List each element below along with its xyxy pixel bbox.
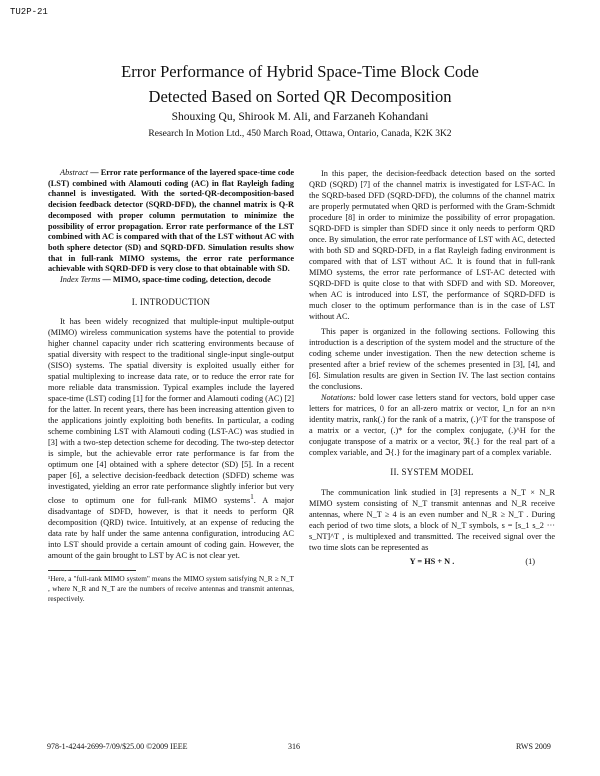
conference-code: TU2P-21 — [10, 7, 48, 17]
equation-number: (1) — [525, 557, 535, 566]
footer-venue: RWS 2009 — [516, 742, 551, 751]
index-terms-text: — MIMO, space-time coding, detection, decode — [100, 275, 271, 285]
notations-paragraph — [309, 392, 555, 458]
system-model-paragraph: The communication link studied in [3] represents a N_T × N_R MIMO system consisting of N_T transmit antennas and N_R receive antennas, where N_T ≥ 4 is an even number and N_R ≥ N_T . During each period of two time slots, a block of N_T symbols, s = [s_1 s_2 ··· s_NT]^T , is multiplexed and transmitted. The received signal over the two time slots can be represented as — [309, 488, 555, 552]
left-column — [48, 168, 294, 604]
right-paragraph-1: In this paper, the decision-feedback detection based on the sorted QRD (SQRD) [7] of the channel matrix is investigated for LST-AC. In the SQRD-based DFD (SQRD-DFD), the columns of the channel matrix are properly permutated when QRD is performed with the Gram-Schmidt procedure [8] in order to minimize the possibility of error propagation. SQRD-DFD is simpler than SDFD since it only needs to perform QRD once. By simulation, the error rate performance of LST with AC, detected with both SD and SQRD-DFD, in a flat Rayleigh fading environment is compared with that of LST without AC. It is found that in full-rank MIMO systems, the error rate performance of LST-AC detected with SQRD-DFD is quite close to that with SDFD and with SD. Moreover, when AC is introduced into LST, the performance of SQRD-DFD is much closer to the optimum performance than is in the case of LST without AC. — [309, 169, 555, 321]
abstract-label: Abstract — [60, 168, 89, 177]
section-heading-system-model: II. SYSTEM MODEL — [390, 467, 474, 477]
right-column — [309, 168, 555, 567]
right-paragraph-2: This paper is organized in the following sections. Following this introduction is a description of the system model and the structure of the coding scheme under investigation. Then the new detection scheme is presented after a brief review of the schemes presented in [3], [4], and [6]. Simulation results are given in Section IV. The last section contains the conclusions. — [309, 327, 555, 391]
notations-label: Notations: — [321, 393, 357, 402]
footer-page-number: 316 — [288, 742, 300, 751]
footer-copyright: 978-1-4244-2699-7/09/$25.00 ©2009 IEEE — [47, 742, 188, 751]
abstract — [48, 168, 294, 275]
index-terms — [48, 275, 294, 286]
intro-paragraph-1 — [48, 316, 294, 561]
equation-1 — [309, 556, 555, 567]
footnote: ¹Here, a "full-rank MIMO system" means the MIMO system satisfying N_R ≥ N_T , where N_R and N_T are the numbers of receive antennas and transmit antennas, respectively. — [48, 573, 294, 603]
section-heading-introduction: I. INTRODUCTION — [131, 296, 211, 307]
affiliation: Research In Motion Ltd., 450 March Road, Ottawa, Ontario, Canada, K2K 3K2 — [148, 129, 452, 139]
abstract-text: — Error rate performance of the layered space-time code (LST) combined with Alamouti coding (AC) in flat Rayleigh fading channel is investigated. With the sorted-QR-decomposition-based decision feedback detector (SQRD-DFD), the channel matrix is Q-R decomposed with proper column permutation to minimize the possibility of error propagation. Error rate performance of the LST combined with AC is compared with that of the LST without AC with both sphere detector (SD) and SQRD-DFD. Simulation results show that in full-rank MIMO systems, the error rate performance achievable with SQRD-DFD is very close to that obtainable with SD. — [48, 168, 294, 274]
footnote-mark: 1 — [250, 493, 254, 501]
index-terms-label: Index Terms — [60, 275, 101, 285]
equation-body: Y = HS + N . — [409, 557, 455, 566]
paper-title-line-1: Error Performance of Hybrid Space-Time Block Code — [121, 62, 479, 81]
footnote-divider — [48, 570, 136, 571]
authors: Shouxing Qu, Shirook M. Ali, and Farzaneh Kohandani — [171, 111, 429, 123]
notations-text: bold lower case letters stand for vectors, bold upper case letters for matrices, 0 for an all-zero matrix or vector, I_n for an n×n identity matrix, rank(.) for the rank of a matrix, (.)^T for the transpose of a matrix or a vector, (.)* for the complex conjugate, (.)^H for the conjugate transpose of a matrix or a vector, ℜ{.} for the real part of a complex variable, and ℑ{.} for the imaginary part of a complex variable. — [309, 393, 555, 457]
intro-text: It has been widely recognized that multiple-input multiple-output (MIMO) wireless communication systems have the potential to provide higher channel capacity under rich scattering environments because of spatial diversity with respect to the traditional single-input single-output (SISO) systems. The spatial diversity is exploited usually either for spatial multiplexing to increase data rate, or to reduce the error rate for more reliable data transmission. Typical examples include the layered space-time (LST) coding [1] for the former and Alamouti coding (AC) [2] for the latter. In recent years, there has been increasing attention given to the applications jointly exploiting both benefits. In particular, a coding scheme combining LST with Alamouti coding (LST-AC) was studied in [3] with a two-step detection scheme for decoding. The two-step detector is simple, but the achievable error rate performance is far from the optimum one [4] obtained with a sphere detector (SD) [5]. In a recent paper [6], a selective decision-feedback detection (SDFD) scheme was investigated, yielding an error rate performance slightly inferior but very close to optimum one for full-rank MIMO systems — [48, 316, 294, 505]
paper-title-line-2: Detected Based on Sorted QR Decomposition — [148, 87, 452, 106]
intro-text-tail: . A major disadvantage of SDFD, however, is that it needs to perform QR decomposition (QRD) twice. Intuitively, at an expense of reducing the data rate by half under the same antenna configuration, introducing AC into LST should provide a certain amount of coding gain. However, the amount of the gain brought to LST by AC is not clear yet. — [48, 495, 294, 560]
